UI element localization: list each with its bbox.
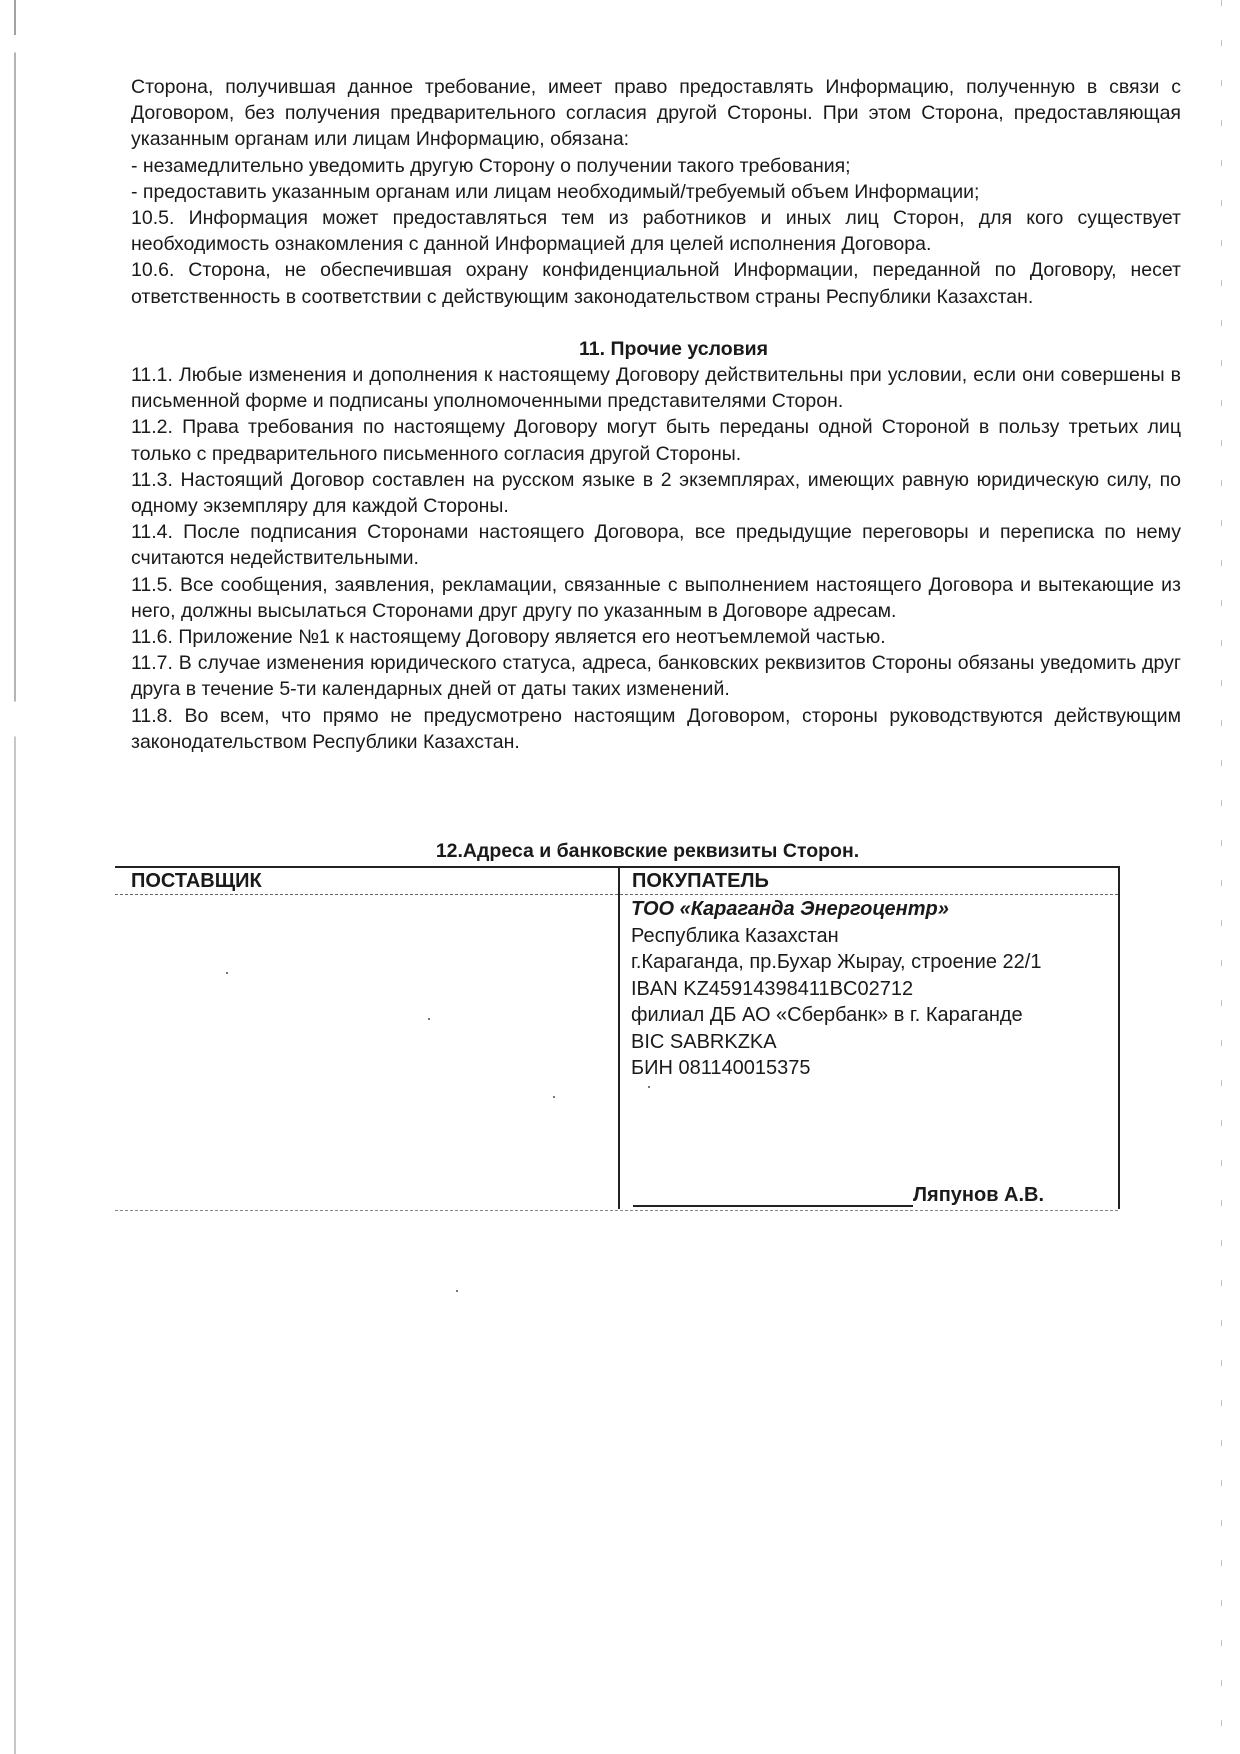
clause-11-2: 11.2. Права требования по настоящему Договору могут быть переданы одной Стороной в пользу третьих лиц только с предварительного письменного согласия другой Стороны. [131, 416, 1181, 465]
scan-edge-right [1221, 0, 1222, 1754]
requisites-table [115, 866, 1120, 1209]
section11-heading: 11. Прочие условия [579, 337, 768, 360]
buyer-bank: филиал ДБ АО «Сбербанк» в г. Караганде [631, 1004, 1023, 1026]
buyer-header: ПОКУПАТЕЛЬ [632, 870, 769, 892]
scan-speck [648, 1086, 650, 1088]
scan-speck [428, 1018, 430, 1020]
clause-10-5: 10.5. Информация может предоставляться тем из работников и иных лиц Сторон, для кого существует необходимость ознакомления с данной Информацией для целей исполнения Договора. [131, 207, 1181, 256]
supplier-header: ПОСТАВЩИК [131, 870, 262, 892]
buyer-company: ТОО «Караганда Энергоцентр» [631, 898, 949, 920]
buyer-details [631, 896, 1111, 1082]
scan-speck [226, 972, 228, 974]
buyer-address: г.Караганда, пр.Бухар Жырау, строение 22/1 [631, 951, 1042, 973]
buyer-bin: БИН 081140015375 [631, 1057, 811, 1079]
clause-10-6: 10.6. Сторона, не обеспечившая охрану конфиденциальной Информации, переданной по Договору, несет ответственность в соответствии с действующим законодательством страны Республики Казахстан. [131, 259, 1181, 308]
buyer-signature-row [633, 1183, 1044, 1207]
clause-11-5: 11.5. Все сообщения, заявления, рекламации, связанные с выполнением настоящего Договора и вытекающие из него, должны высылаться Сторонами друг другу по указанным в Договоре адресам. [131, 573, 1181, 622]
buyer-iban: IBAN KZ45914398411BC02712 [631, 977, 914, 1000]
scan-edge-left [14, 0, 16, 1754]
column-divider [618, 868, 620, 1209]
clause-11-4: 11.4. После подписания Сторонами настоящего Договора, все предыдущие переговоры и переписка по нему считаются недействительными. [131, 521, 1181, 570]
section10-item: - незамедлительно уведомить другую Сторону о получении такого требования; [131, 154, 851, 177]
table-bottom-line [115, 1210, 1118, 1211]
clause-11-6: 11.6. Приложение №1 к настоящему Договору является его неотъемлемой частью. [131, 626, 886, 649]
header-divider [115, 894, 1118, 895]
document-body [131, 74, 1181, 755]
buyer-signer: Ляпунов А.В. [913, 1184, 1045, 1206]
clause-11-3: 11.3. Настоящий Договор составлен на русском языке в 2 экземплярах, имеющих равную юридическую силу, по одному экземпляру для каждой Стороны. [131, 468, 1181, 518]
scan-speck [553, 1096, 555, 1098]
clause-11-7: 11.7. В случае изменения юридического статуса, адреса, банковских реквизитов Стороны обязаны уведомить друг друга в течение 5-ти календарных дней от даты таких изменений. [131, 652, 1181, 701]
section10-paragraph: Сторона, получившая данное требование, имеет право предоставлять Информацию, полученную в связи с Договором, без получения предварительного согласия другой Стороны. При этом Сторона, предоставляющая указанным органам или лицам Информацию, обязана: [131, 76, 1181, 151]
clause-11-8: 11.8. Во всем, что прямо не предусмотрено настоящим Договором, стороны руководствуются действующим законодательством Республики Казахстан. [131, 704, 1181, 753]
signature-line [633, 1185, 913, 1207]
section10-item: - предоставить указанным органам или лицам необходимый/требуемый объем Информации; [131, 180, 980, 203]
clause-11-1: 11.1. Любые изменения и дополнения к настоящему Договору действительны при условии, если они совершены в письменной форме и подписаны уполномоченными представителями Сторон. [131, 364, 1181, 413]
buyer-country: Республика Казахстан [631, 924, 839, 947]
section12-heading: 12.Адреса и банковские реквизиты Сторон. [435, 840, 860, 862]
buyer-bic: BIC SABRKZKA [631, 1030, 777, 1053]
scan-speck [456, 1290, 458, 1292]
